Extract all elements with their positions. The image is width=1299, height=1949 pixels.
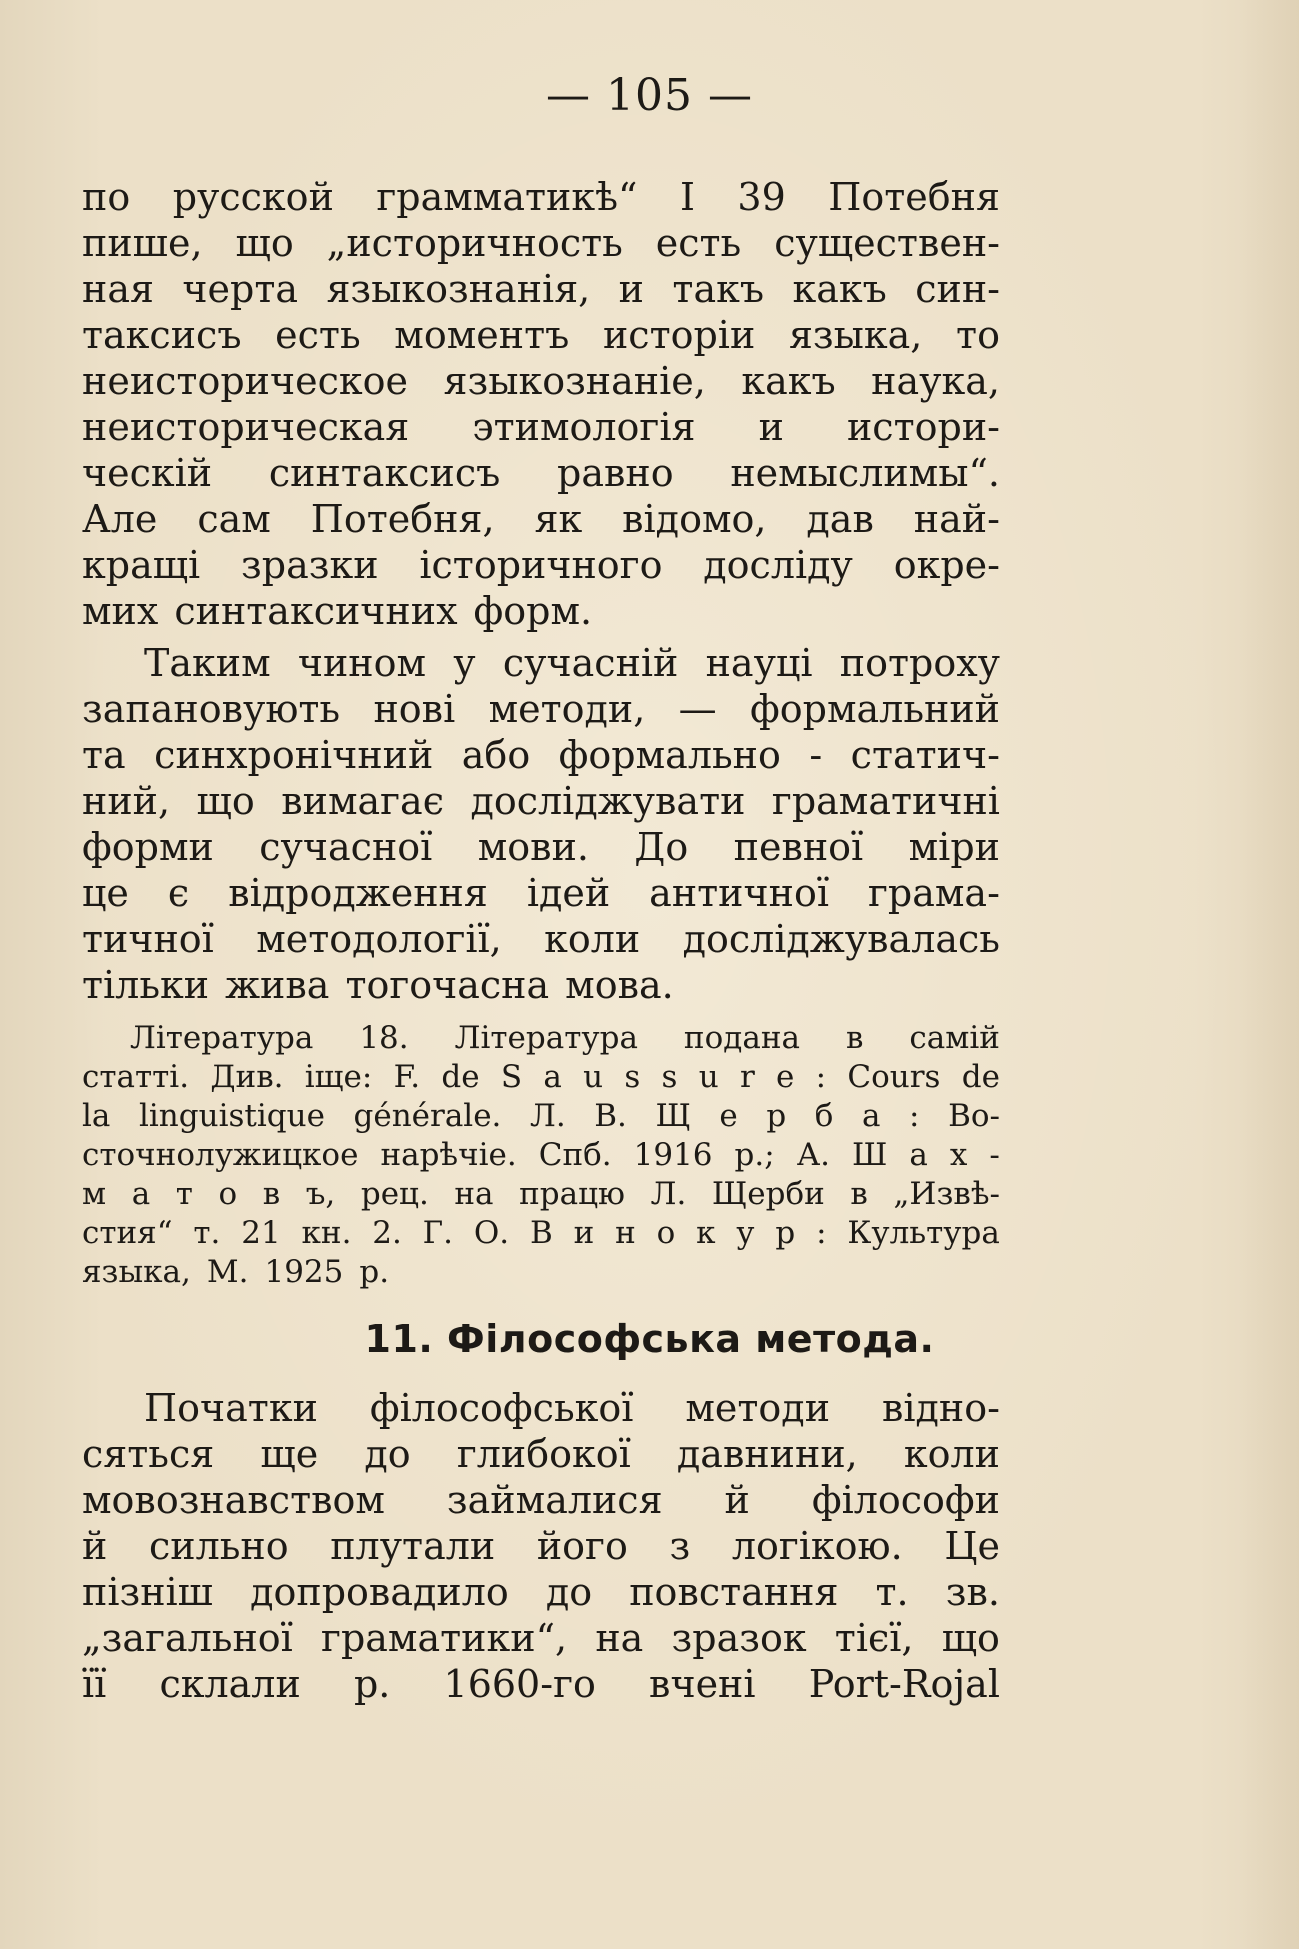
text-line: ний, що вимагає досліджувати граматичні — [82, 779, 1000, 823]
literature-line: стия“ т. 21 кн. 2. Г. О. В и н о к у р : Культура — [82, 1215, 1000, 1251]
literature-line: la linguistique générale. Л. В. Щ е р б а : Во- — [82, 1098, 1000, 1134]
text-line: мих синтаксичних форм. — [82, 589, 593, 633]
text-line: тільки жива тогочасна мова. — [82, 963, 674, 1007]
text-line: ческій синтаксисъ равно немыслимы“. — [82, 451, 1000, 495]
paragraph-2 — [82, 640, 1000, 1008]
page-number: — 105 — — [546, 70, 753, 121]
text-line: пише, що „историчность есть существен- — [82, 221, 1000, 265]
literature-line: Література 18. Література подана в самій — [130, 1020, 1000, 1056]
text-line: Але сам Потебня, як відомо, дав най- — [82, 497, 1000, 541]
text-line: форми сучасної мови. До певної міри — [82, 825, 1000, 869]
text-line: тичної методології, коли досліджувалась — [82, 917, 1000, 961]
literature-line: статті. Див. іще: F. de S a u s s u r e : Cours de — [82, 1059, 1000, 1095]
text-line: кращі зразки історичного досліду окре- — [82, 543, 1000, 587]
page-edge-shading — [1239, 0, 1299, 1949]
text-line: Таким чином у сучасній науці потроху — [144, 641, 1000, 685]
text-line: пізніш допровадило до повстання т. зв. — [82, 1570, 1000, 1614]
text-line: й сильно плутали його з логікою. Це — [82, 1524, 1000, 1568]
text-line: Початки філософської методи відно- — [144, 1386, 1000, 1430]
text-line: неисторическое языкознаніе, какъ наука, — [82, 359, 1000, 403]
text-line: таксисъ есть моментъ исторіи языка, то — [82, 313, 1000, 357]
paragraph-1 — [82, 174, 1000, 634]
text-line: та синхронічний або формально - статич- — [82, 733, 1000, 777]
literature-first-line — [130, 1019, 1000, 1058]
literature-line: сточнолужицкое нарѣчіе. Спб. 1916 р.; А. Ш а х - — [82, 1137, 1000, 1173]
literature-line: языка, М. 1925 р. — [82, 1254, 390, 1290]
text-line: запановують нові методи, — формальний — [82, 687, 1000, 731]
text-line: мовознавством займалися й філософи — [82, 1478, 1000, 1522]
text-line: по русской грамматикѣ“ I 39 Потебня — [82, 175, 1000, 219]
text-line: „загальної граматики“, на зразок тієї, що — [82, 1616, 1000, 1660]
text-line: неисторическая этимологія и истори- — [82, 405, 1000, 449]
paragraph-3 — [82, 1385, 1000, 1707]
text-line: сяться ще до глибокої давнини, коли — [82, 1432, 1000, 1476]
text-line: ная черта языкознанія, и такъ какъ син- — [82, 267, 1000, 311]
text-line: її склали р. 1660-го вчені Port-Rojal — [82, 1662, 1000, 1706]
literature-references — [82, 1058, 1000, 1292]
text-line: це є відродження ідей античної грама- — [82, 871, 1000, 915]
section-heading: 11. Філософська метода. — [364, 1317, 935, 1361]
literature-line: м а т о в ъ, рец. на працю Л. Щерби в „Извѣ- — [82, 1176, 1000, 1212]
